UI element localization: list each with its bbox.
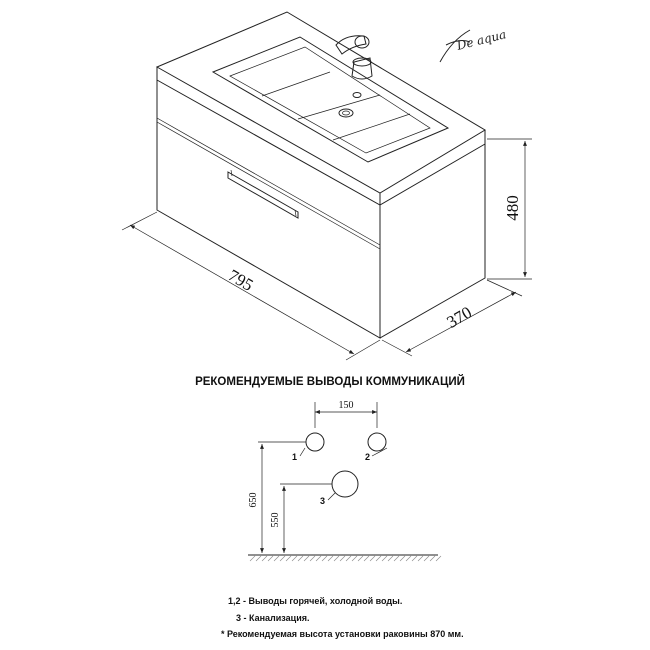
floor-hatch-line: [352, 556, 357, 561]
basin-inner: [230, 47, 430, 153]
hot-water-outlet: [306, 433, 324, 451]
floor-hatch-line: [424, 556, 429, 561]
drain-outlet: [332, 471, 358, 497]
floor-hatch-line: [262, 556, 267, 561]
floor-hatch-line: [316, 556, 321, 561]
drawer-handle: [228, 170, 298, 218]
brand-logo: [440, 27, 507, 62]
cabinet-side: [380, 144, 485, 338]
floor-hatch-line: [268, 556, 273, 561]
floor-hatch-line: [382, 556, 387, 561]
floor-hatch-line: [280, 556, 285, 561]
floor-hatch-line: [334, 556, 339, 561]
point-label-3: 3: [320, 496, 326, 506]
point-label-1: 1: [292, 452, 298, 462]
floor-hatch-line: [436, 556, 441, 561]
dimension-width-label: 795: [224, 265, 257, 295]
countertop-top: [157, 12, 485, 193]
floor-hatch-line: [370, 556, 375, 561]
floor-hatch-line: [250, 556, 255, 561]
floor-hatch-line: [256, 556, 261, 561]
floor-hatch-line: [340, 556, 345, 561]
floor-hatch-line: [358, 556, 363, 561]
floor-hatch-line: [304, 556, 309, 561]
floor-hatch-line: [412, 556, 417, 561]
floor-hatch-line: [376, 556, 381, 561]
floor-hatch-line: [286, 556, 291, 561]
dimension-550-label: 550: [270, 512, 281, 528]
floor-hatch-line: [298, 556, 303, 561]
floor-hatch-line: [274, 556, 279, 561]
point-label-2: 2: [365, 452, 371, 462]
floor-hatch-line: [430, 556, 435, 561]
basin-drain: [339, 109, 353, 117]
floor-hatch-line: [322, 556, 327, 561]
note-sink-height: * Рекомендуемая высота установки раковины 870 мм.: [221, 629, 464, 639]
cabinet-front: [157, 80, 380, 338]
floor-hatch-line: [394, 556, 399, 561]
floor-hatch: [250, 556, 441, 561]
dimension-height: [487, 139, 532, 279]
vanity-cabinet: [157, 12, 485, 338]
dimension-depth: [382, 280, 522, 356]
floor-hatch-line: [364, 556, 369, 561]
notes: [221, 596, 464, 639]
floor-hatch-line: [406, 556, 411, 561]
dimension-width: [122, 212, 380, 360]
note-drain: 3 - Канализация.: [236, 613, 310, 623]
basin-outer: [213, 37, 448, 162]
floor-hatch-line: [328, 556, 333, 561]
floor-hatch-line: [346, 556, 351, 561]
dimension-depth-label: 370: [443, 302, 476, 332]
floor-hatch-line: [292, 556, 297, 561]
dimension-spacing-label: 150: [338, 400, 354, 411]
brand-logo-text: De aqua: [455, 27, 508, 53]
floor-hatch-line: [400, 556, 405, 561]
floor-hatch-line: [418, 556, 423, 561]
cold-water-outlet: [368, 433, 386, 451]
floor-hatch-line: [310, 556, 315, 561]
countertop-front: [157, 67, 380, 205]
plumbing-diagram: [248, 400, 441, 561]
section-title: РЕКОМЕНДУЕМЫЕ ВЫВОДЫ КОММУНИКАЦИЙ: [195, 376, 465, 388]
dimension-650-label: 650: [248, 492, 259, 508]
floor-hatch-line: [388, 556, 393, 561]
note-water: 1,2 - Выводы горячей, холодной воды.: [228, 596, 403, 606]
dimension-height-label: 480: [503, 195, 522, 221]
